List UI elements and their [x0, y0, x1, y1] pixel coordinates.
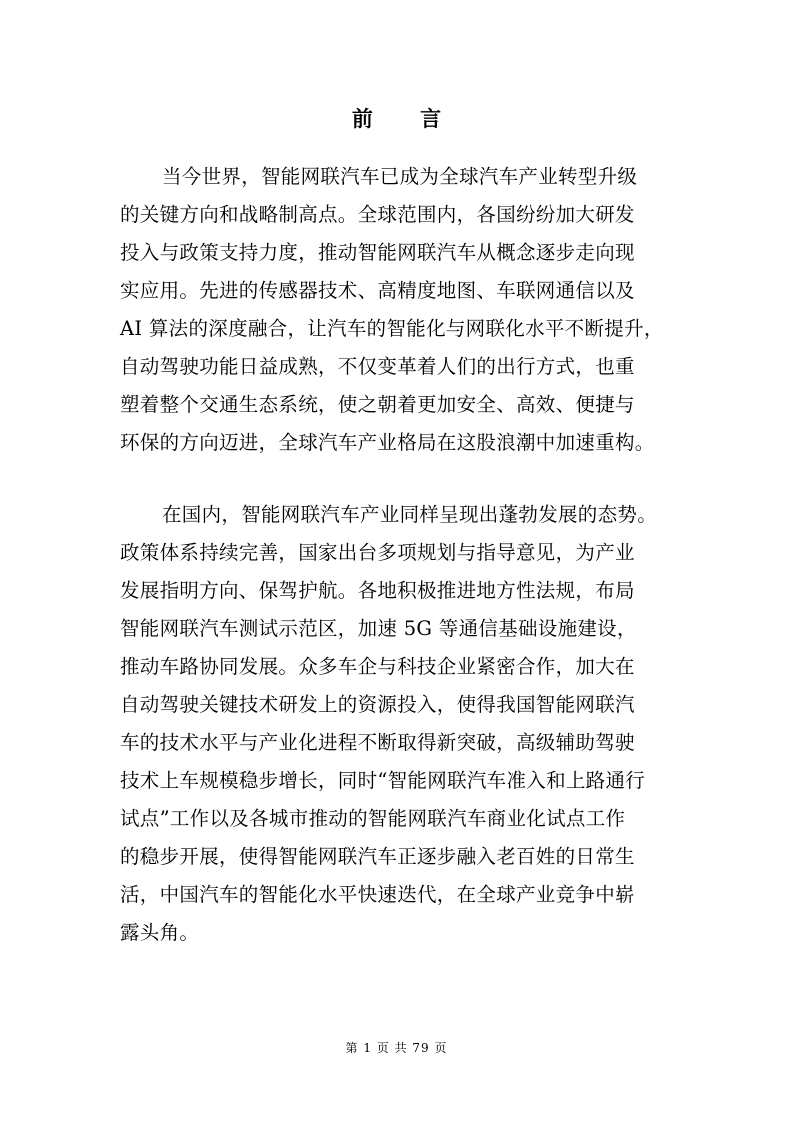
paragraph-line: 自动驾驶关键技术研发上的资源投入，使得我国智能网联汽: [120, 693, 635, 716]
paragraph-line: 推动车路协同发展。众多车企与科技企业紧密合作，加大在: [120, 655, 635, 678]
paragraph-line: 环保的方向迈进，全球汽车产业格局在这股浪潮中加速重构。: [120, 431, 655, 454]
paragraph-line: 投入与政策支持力度，推动智能网联汽车从概念逐步走向现: [120, 241, 635, 264]
paragraph-line: 当今世界，智能网联汽车已成为全球汽车产业转型升级: [162, 165, 638, 188]
paragraph-line: 试点”工作以及各城市推动的智能网联汽车商业化试点工作: [120, 807, 626, 830]
paragraph-line: 实应用。先进的传感器技术、高精度地图、车联网通信以及: [120, 279, 635, 302]
paragraph-line: 的关键方向和战略制高点。全球范围内，各国纷纷加大研发: [120, 203, 635, 226]
paragraph-line: 政策体系持续完善，国家出台多项规划与指导意见，为产业: [120, 541, 635, 564]
paragraph-line: 在国内，智能网联汽车产业同样呈现出蓬勃发展的态势。: [162, 503, 658, 526]
paragraph-line: 智能网联汽车测试示范区，加速 5G 等通信基础设施建设，: [120, 617, 637, 640]
page-title: 前 言: [351, 106, 462, 131]
paragraph-line: 车的技术水平与产业化进程不断取得新突破，高级辅助驾驶: [120, 731, 635, 754]
paragraph-line: 露头角。: [120, 921, 200, 944]
paragraph-line: 活，中国汽车的智能化水平快速迭代，在全球产业竞争中崭: [120, 883, 635, 906]
paragraph-line: 的稳步开展，使得智能网联汽车正逐步融入老百姓的日常生: [120, 845, 635, 868]
paragraph-2: [120, 496, 680, 952]
paragraph-line: 技术上车规模稳步增长，同时“智能网联汽车准入和上路通行: [120, 769, 646, 792]
paragraph-line: 塑着整个交通生态系统，使之朝着更加安全、高效、便捷与: [120, 393, 635, 416]
page-number-footer: 第 1 页 共 79 页: [345, 1041, 448, 1055]
paragraph-line: 自动驾驶功能日益成熟，不仅变革着人们的出行方式，也重: [120, 355, 635, 378]
paragraph-line: 发展指明方向、保驾护航。各地积极推进地方性法规，布局: [120, 579, 635, 602]
paragraph-1: [120, 158, 680, 462]
paragraph-line: AI 算法的深度融合，让汽车的智能化与网联化水平不断提升，: [120, 317, 664, 340]
